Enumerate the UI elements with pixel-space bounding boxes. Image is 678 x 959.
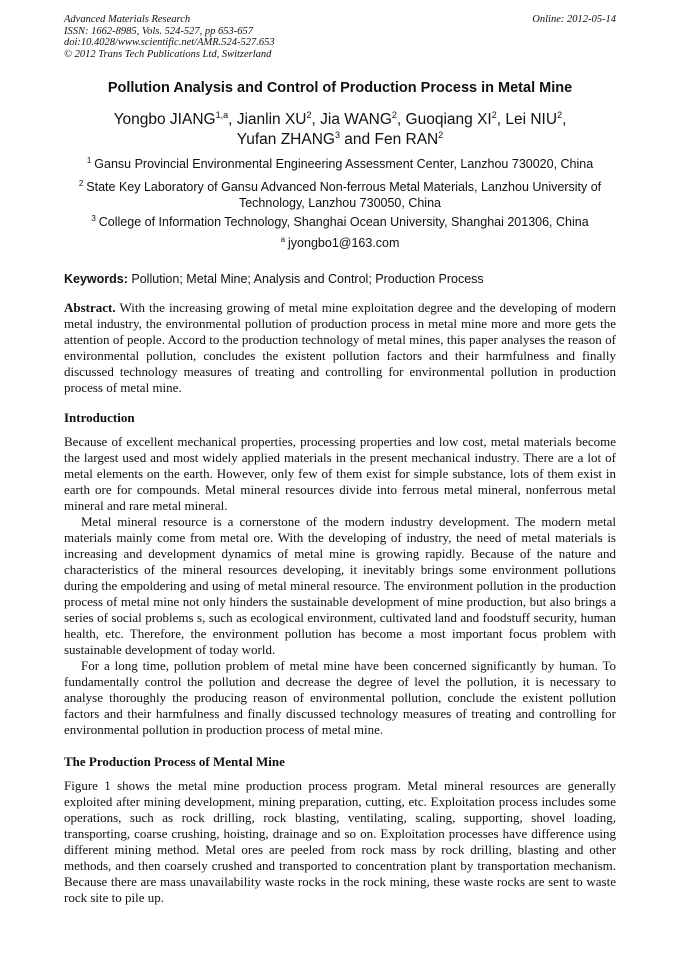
author-conjunction: and [344,131,371,148]
paragraph: Metal mineral resource is a cornerstone of the modern industry development. The modern metal materials mainly come from metal ore. With the developing of industry, the need of metal materials is increasing and development dynamics of metal mine is growing rapidly. Because of the nature and characteristics of the mineral resources developing, it inevitably brings some environment pollutions during the empoldering and using of metal mineral resource. The environment pollution in the production process of metal mine not only hinders the sustainable development of mine production, but also brings a series of social problems s, such as ecological environment, cultivated land and foodstuff security, human health, etc. Therefore, the environment pollution has become a most important focus problem with sustainable development of today world. [64,514,616,657]
keywords-text: Pollution; Metal Mine; Analysis and Control; Production Process [131,272,484,286]
running-header [64,14,616,60]
author-list: Yongbo JIANG$^{1,a}$, Jianlin $XU^2$, Jia WANG$^2$, Guoqiang $XI^2$, Lei NIU$^2$, Yufan ZHANG$^3$ and Fen RAN$^2$ [113,110,567,148]
copyright-line: © 2012 Trans Tech Publications Ltd, Switzerland [64,48,272,60]
issn-line: ISSN: 1662-8985, Vols. 524-527, pp 653-657 [64,25,253,37]
author-affiliation-mark: 1,a [215,110,229,120]
affiliation-2 [74,179,606,211]
abstract [64,300,616,396]
keywords-label: Keywords: [64,272,128,286]
online-date: Online: 2012-05-14 [532,14,616,25]
affiliation-text: State Key Laboratory of Gansu Advanced Non-ferrous Metal Materials, Lanzhou University of Technology, Lanzhou 730050, China [86,180,602,210]
paragraph: For a long time, pollution problem of metal mine have been concerned significantly by human. To fundamentally control the pollution and decrease the degree of level the pollution, it is necessary to analyse thoroughly the producing reason of environmental pollution, conclude the existent pollution factors and their harmfulness and finally discussed technology measures of treating and controlling for environmental pollution in production process of metal mine. [64,658,616,737]
affiliation-3 [64,214,616,230]
email-address: jyongbo1@163.com [288,236,400,250]
affiliation-1 [64,156,616,172]
abstract-label: Abstract. [64,300,116,315]
paper-title: Pollution Analysis and Control of Production Process in Metal Mine [107,80,573,96]
author-name: Yongbo JIANG [113,111,216,128]
keywords [64,272,616,286]
affiliation-number: 2 [78,179,84,188]
author-affiliation-mark: 2 [557,110,563,120]
author-affiliation-mark: 2 [306,110,312,120]
corresponding-email [64,235,616,251]
section-heading-introduction: Introduction [64,410,135,425]
doi-line: doi:10.4028/www.scientific.net/AMR.524-527.653 [64,37,275,48]
affiliation-text: Gansu Provincial Environmental Engineering Assessment Center, Lanzhou 730020, China [94,157,594,171]
author-affiliation-mark: 3 [334,130,340,140]
journal-name: Advanced Materials Research [64,14,191,25]
abstract-text: With the increasing growing of metal mine exploitation degree and the developing of modern metal industry, the environmental pollution of production process in metal mine more and more gets the attention of people. Accord to the production technology of metal mines, this paper analyses the reason of environmental pollution, concludes the existent pollution factors and their harmfulness and finally discussed technology measures of treating and controlling for environmental pollution in production process of metal mine. [64,300,616,395]
author-name: Lei NIU [505,111,558,128]
author-name: Fen RAN [374,131,439,148]
author-name: Jianlin XU [236,111,307,128]
author-affiliation-mark: 2 [491,110,497,120]
affiliation-number: 1 [86,156,92,165]
author-affiliation-mark: 2 [438,130,444,140]
paragraph: Figure 1 shows the metal mine production process program. Metal mineral resources are generally exploited after mining development, mining preparation, cutting, etc. Exploitation process includes some operations, such as rock drilling, rock blasting, ventilating, scaling, supporting, shovel loading, transporting, coarse crushing, hoisting, drainage and so on. Exploitation processes have difference using different mining method. Metal ores are peeled from rock mass by rock drilling, blasting and other methods, and then coarsely crushed and transported to concentration plant by transportation mechanism. Because there are mass unavailability waste rocks in the rock mining, these waste rocks are sent to waste rock site to pile up. [64,778,616,905]
affiliation-number: 3 [91,214,96,223]
author-affiliation-mark: 2 [391,110,397,120]
author-name: Guoqiang XI [405,111,492,128]
section-heading-production-process: The Production Process of Mental Mine [64,754,285,769]
author-name: Jia WANG [320,111,392,128]
paragraph: Because of excellent mechanical properties, processing properties and low cost, metal materials become the largest used and most widely applied materials in the present mechanical industry. There are a lot of metal elements on the earth. However, only few of them exist for simple substance, lots of them exist in earth ore for compounds. Metal mineral resources divide into ferrous metal mineral, nonferrous metal mineral and rare metal mineral. [64,434,616,513]
author-name: Yufan ZHANG [236,131,335,148]
affiliation-text: College of Information Technology, Shanghai Ocean University, Shanghai 201306, China [98,215,589,229]
affiliation-number: a [280,235,286,244]
